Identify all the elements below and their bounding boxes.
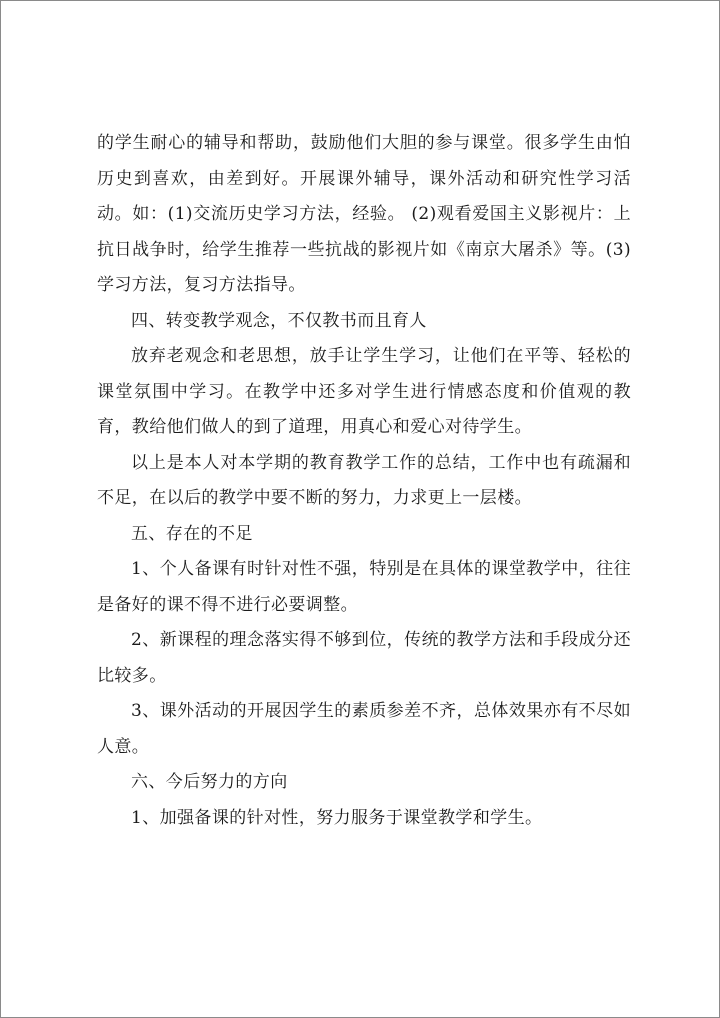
list-item: 1、个人备课有时针对性不强，特别是在具体的课堂教学中，往往是备好的课不得不进行必要调整。 — [97, 559, 631, 615]
paragraph: 以上是本人对本学期的教育教学工作的总结，工作中也有疏漏和不足，在以后的教学中要不断的努力，力求更上一层楼。 — [97, 452, 631, 508]
list-item: 1、加强备课的针对性，努力服务于课堂教学和学生。 — [131, 807, 543, 828]
section-heading: 五、存在的不足 — [131, 523, 253, 544]
section-heading: 六、今后努力的方向 — [131, 772, 288, 792]
document-body — [97, 126, 631, 836]
paragraph: 的学生耐心的辅导和帮助，鼓励他们大胆的参与课堂。很多学生由怕历史到喜欢，由差到好。开展课外辅导，课外活动和研究性学习活动。如：(1)交流历史学习方法，经验。 (2)观看爱国主义影视片：上抗日战争时，给学生推荐一些抗战的影视片如《南京大屠杀》等。(3)学习方法，复习方法指导。 — [97, 133, 631, 295]
section-heading: 四、转变教学观念，不仅教书而且育人 — [131, 310, 427, 331]
paragraph: 放弃老观念和老思想，放手让学生学习，让他们在平等、轻松的课堂氛围中学习。在教学中还多对学生进行情感态度和价值观的教育，教给他们做人的到了道理，用真心和爱心对待学生。 — [97, 346, 631, 437]
list-item: 3、课外活动的开展因学生的素质参差不齐，总体效果亦有不尽如人意。 — [97, 701, 631, 757]
list-item: 2、新课程的理念落实得不够到位，传统的教学方法和手段成分还比较多。 — [97, 630, 631, 686]
